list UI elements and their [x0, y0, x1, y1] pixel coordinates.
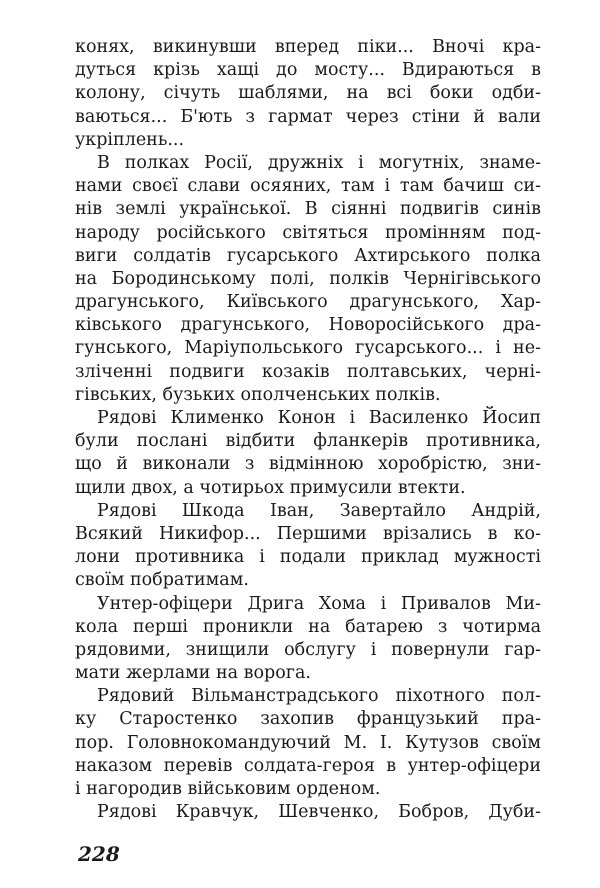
text-line: драгунського, Київського драгунського, Хар-	[75, 292, 541, 313]
paragraph-first-line: Рядові Кравчук, Шевченко, Бобров, Дуби-	[97, 802, 541, 823]
text-line: Всякий Никифор... Першими врізались в ко-	[75, 523, 541, 544]
text-line: гівських, бузьких ополченських полків.	[75, 384, 441, 405]
text-line: ківського драгунського, Новоросійського дра-	[75, 315, 541, 336]
text-line: виги солдатів гусарського Ахтирського полка	[75, 245, 541, 266]
text-line: наказом перевів солдата-героя в унтер-офіцери	[75, 755, 541, 776]
text-line: дуться крізь хащі до мосту... Вдираються в	[75, 60, 541, 81]
text-line: мати жерлами на ворога.	[75, 663, 311, 684]
text-line: пор. Головнокомандуючий М. І. Кутузов своїм	[75, 732, 541, 753]
text-line: лони противника і подали приклад мужності	[75, 547, 541, 568]
text-line: кола перші проникли на батарею з чотирма	[75, 616, 541, 637]
text-line: щили двох, а чотирьох примусили втекти.	[75, 477, 466, 498]
text-line: гунського, Маріупольського гусарського... і не-	[75, 338, 541, 359]
paragraph-first-line: Рядові Клименко Конон і Василенко Йосип	[97, 408, 541, 428]
page-number: 228	[78, 842, 120, 866]
text-line: укріплень...	[75, 129, 185, 150]
text-line: ваються... Б'ють з гармат через стіни й вали	[75, 106, 541, 127]
paragraph-first-line: Рядовий Вільманстрадського піхотного пол-	[97, 686, 541, 707]
text-line: нами своєї слави осяяних, там і там бачиш си-	[75, 176, 541, 197]
text-line: що й виконали з відмінною хоробрістю, зни-	[75, 454, 541, 475]
paragraph-first-line: В полках Росії, дружніх і могутніх, знаме-	[97, 152, 541, 173]
text-line: ку Старостенко захопив французький пра-	[75, 709, 541, 730]
text-line: були послані відбити фланкерів противника,	[75, 431, 541, 452]
text-line: своїм побратимам.	[75, 570, 249, 591]
text-line: нів землі української. В сіянні подвигів синів	[75, 199, 541, 220]
page-text	[75, 36, 541, 824]
text-line: на Бородинському полі, полків Чернігівського	[75, 268, 541, 289]
text-line: рядовими, знищили обслугу і повернули гар-	[75, 639, 541, 660]
text-line: народу російського світяться промінням под-	[75, 222, 541, 243]
text-line: колону, січуть шаблями, на всі боки одби-	[75, 83, 541, 104]
text-line: зліченні подвиги козаків полтавських, черні-	[75, 361, 541, 382]
paragraph-first-line: Рядові Шкода Іван, Завертайло Андрій,	[97, 500, 541, 521]
paragraph-first-line: Унтер-офіцери Дрига Хома і Привалов Ми-	[97, 593, 541, 614]
text-line: і нагородив військовим орденом.	[75, 779, 381, 799]
text-line: конях, викинувши вперед піки... Вночі кра-	[75, 37, 541, 57]
